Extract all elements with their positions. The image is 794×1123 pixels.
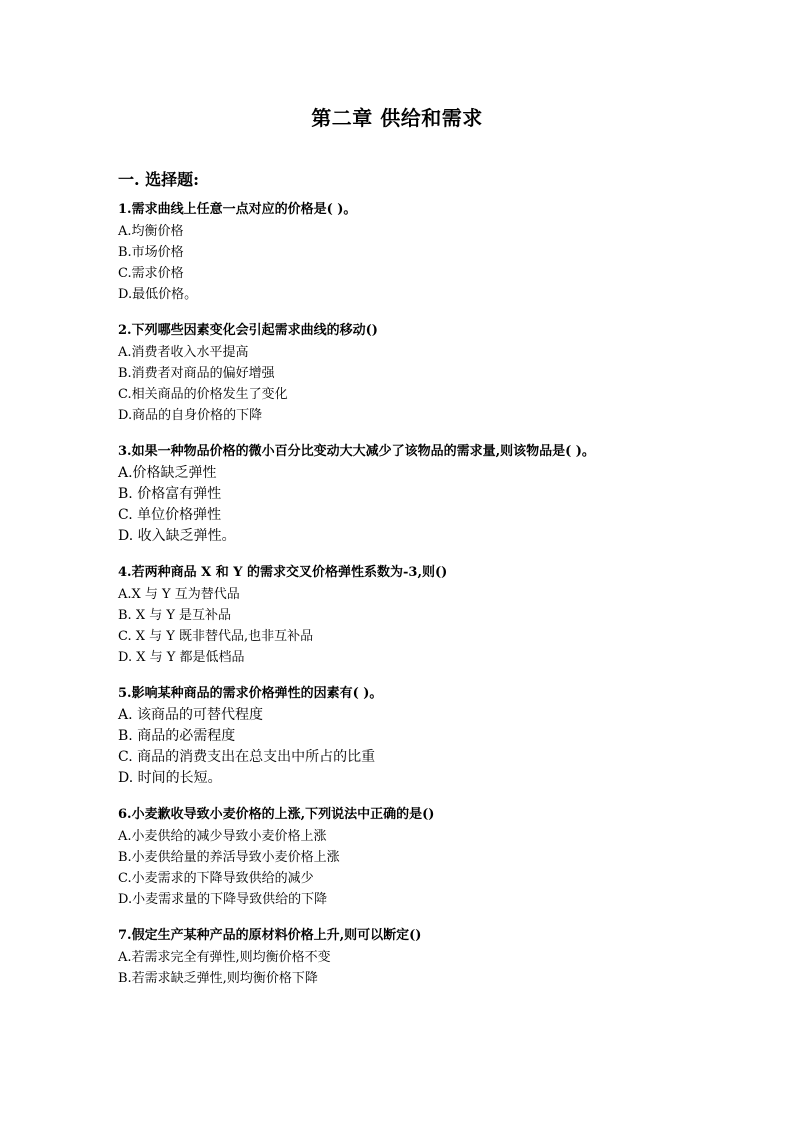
question-text: 1.需求曲线上任意一点对应的价格是( )。 — [118, 202, 357, 217]
question-text: 4.若两种商品 X 和 Y 的需求交叉价格弹性系数为-3,则() — [118, 565, 448, 580]
option-d: D. 时间的长短。 — [118, 770, 222, 786]
option-a: A.均衡价格 — [118, 224, 184, 239]
option-c: C. 单位价格弹性 — [118, 507, 222, 523]
question-2 — [118, 321, 718, 426]
option-a: A. 该商品的可替代程度 — [118, 707, 264, 723]
question-1 — [118, 200, 718, 305]
question-6 — [118, 805, 718, 910]
option-c: C.需求价格 — [118, 266, 184, 281]
option-c: C.小麦需求的下降导致供给的减少 — [118, 871, 314, 886]
option-b: B. 商品的必需程度 — [118, 728, 236, 744]
question-text: 5.影响某种商品的需求价格弹性的因素有( )。 — [118, 686, 383, 701]
question-text: 3.如果一种物品价格的微小百分比变动大大减少了该物品的需求量,则该物品是( )。 — [118, 444, 595, 459]
question-7 — [118, 926, 718, 989]
question-5 — [118, 684, 718, 789]
option-b: B.消费者对商品的偏好增强 — [118, 366, 275, 381]
section-heading: 一. 选择题: — [118, 170, 200, 189]
option-d: D.商品的自身价格的下降 — [118, 408, 263, 423]
option-b: B.小麦供给量的养活导致小麦价格上涨 — [118, 850, 340, 865]
option-c: C. X 与 Y 既非替代品,也非互补品 — [118, 629, 314, 644]
option-b: B. X 与 Y 是互补品 — [118, 608, 232, 623]
option-c: C. 商品的消费支出在总支出中所占的比重 — [118, 749, 376, 765]
question-text: 6.小麦歉收导致小麦价格的上涨,下列说法中正确的是() — [118, 807, 435, 822]
option-d: D.最低价格。 — [118, 287, 198, 302]
option-a: A.若需求完全有弹性,则均衡价格不变 — [118, 950, 331, 965]
question-3 — [118, 442, 718, 547]
option-d: D. X 与 Y 都是低档品 — [118, 650, 245, 665]
page-title: 第二章 供给和需求 — [311, 106, 483, 130]
question-text: 2.下列哪些因素变化会引起需求曲线的移动() — [118, 323, 378, 338]
question-text: 7.假定生产某种产品的原材料价格上升,则可以断定() — [118, 928, 422, 943]
option-a: A.价格缺乏弹性 — [118, 465, 217, 481]
question-4 — [118, 563, 718, 668]
option-d: D.小麦需求量的下降导致供给的下降 — [118, 892, 328, 907]
option-c: C.相关商品的价格发生了变化 — [118, 387, 288, 402]
option-a: A.消费者收入水平提高 — [118, 345, 249, 360]
option-a: A.小麦供给的减少导致小麦价格上涨 — [118, 829, 327, 844]
option-b: B.若需求缺乏弹性,则均衡价格下降 — [118, 971, 318, 986]
option-b: B.市场价格 — [118, 245, 184, 260]
question-list — [118, 200, 718, 1005]
option-d: D. 收入缺乏弹性。 — [118, 528, 236, 544]
option-b: B. 价格富有弹性 — [118, 486, 222, 502]
option-a: A.X 与 Y 互为替代品 — [118, 587, 240, 602]
